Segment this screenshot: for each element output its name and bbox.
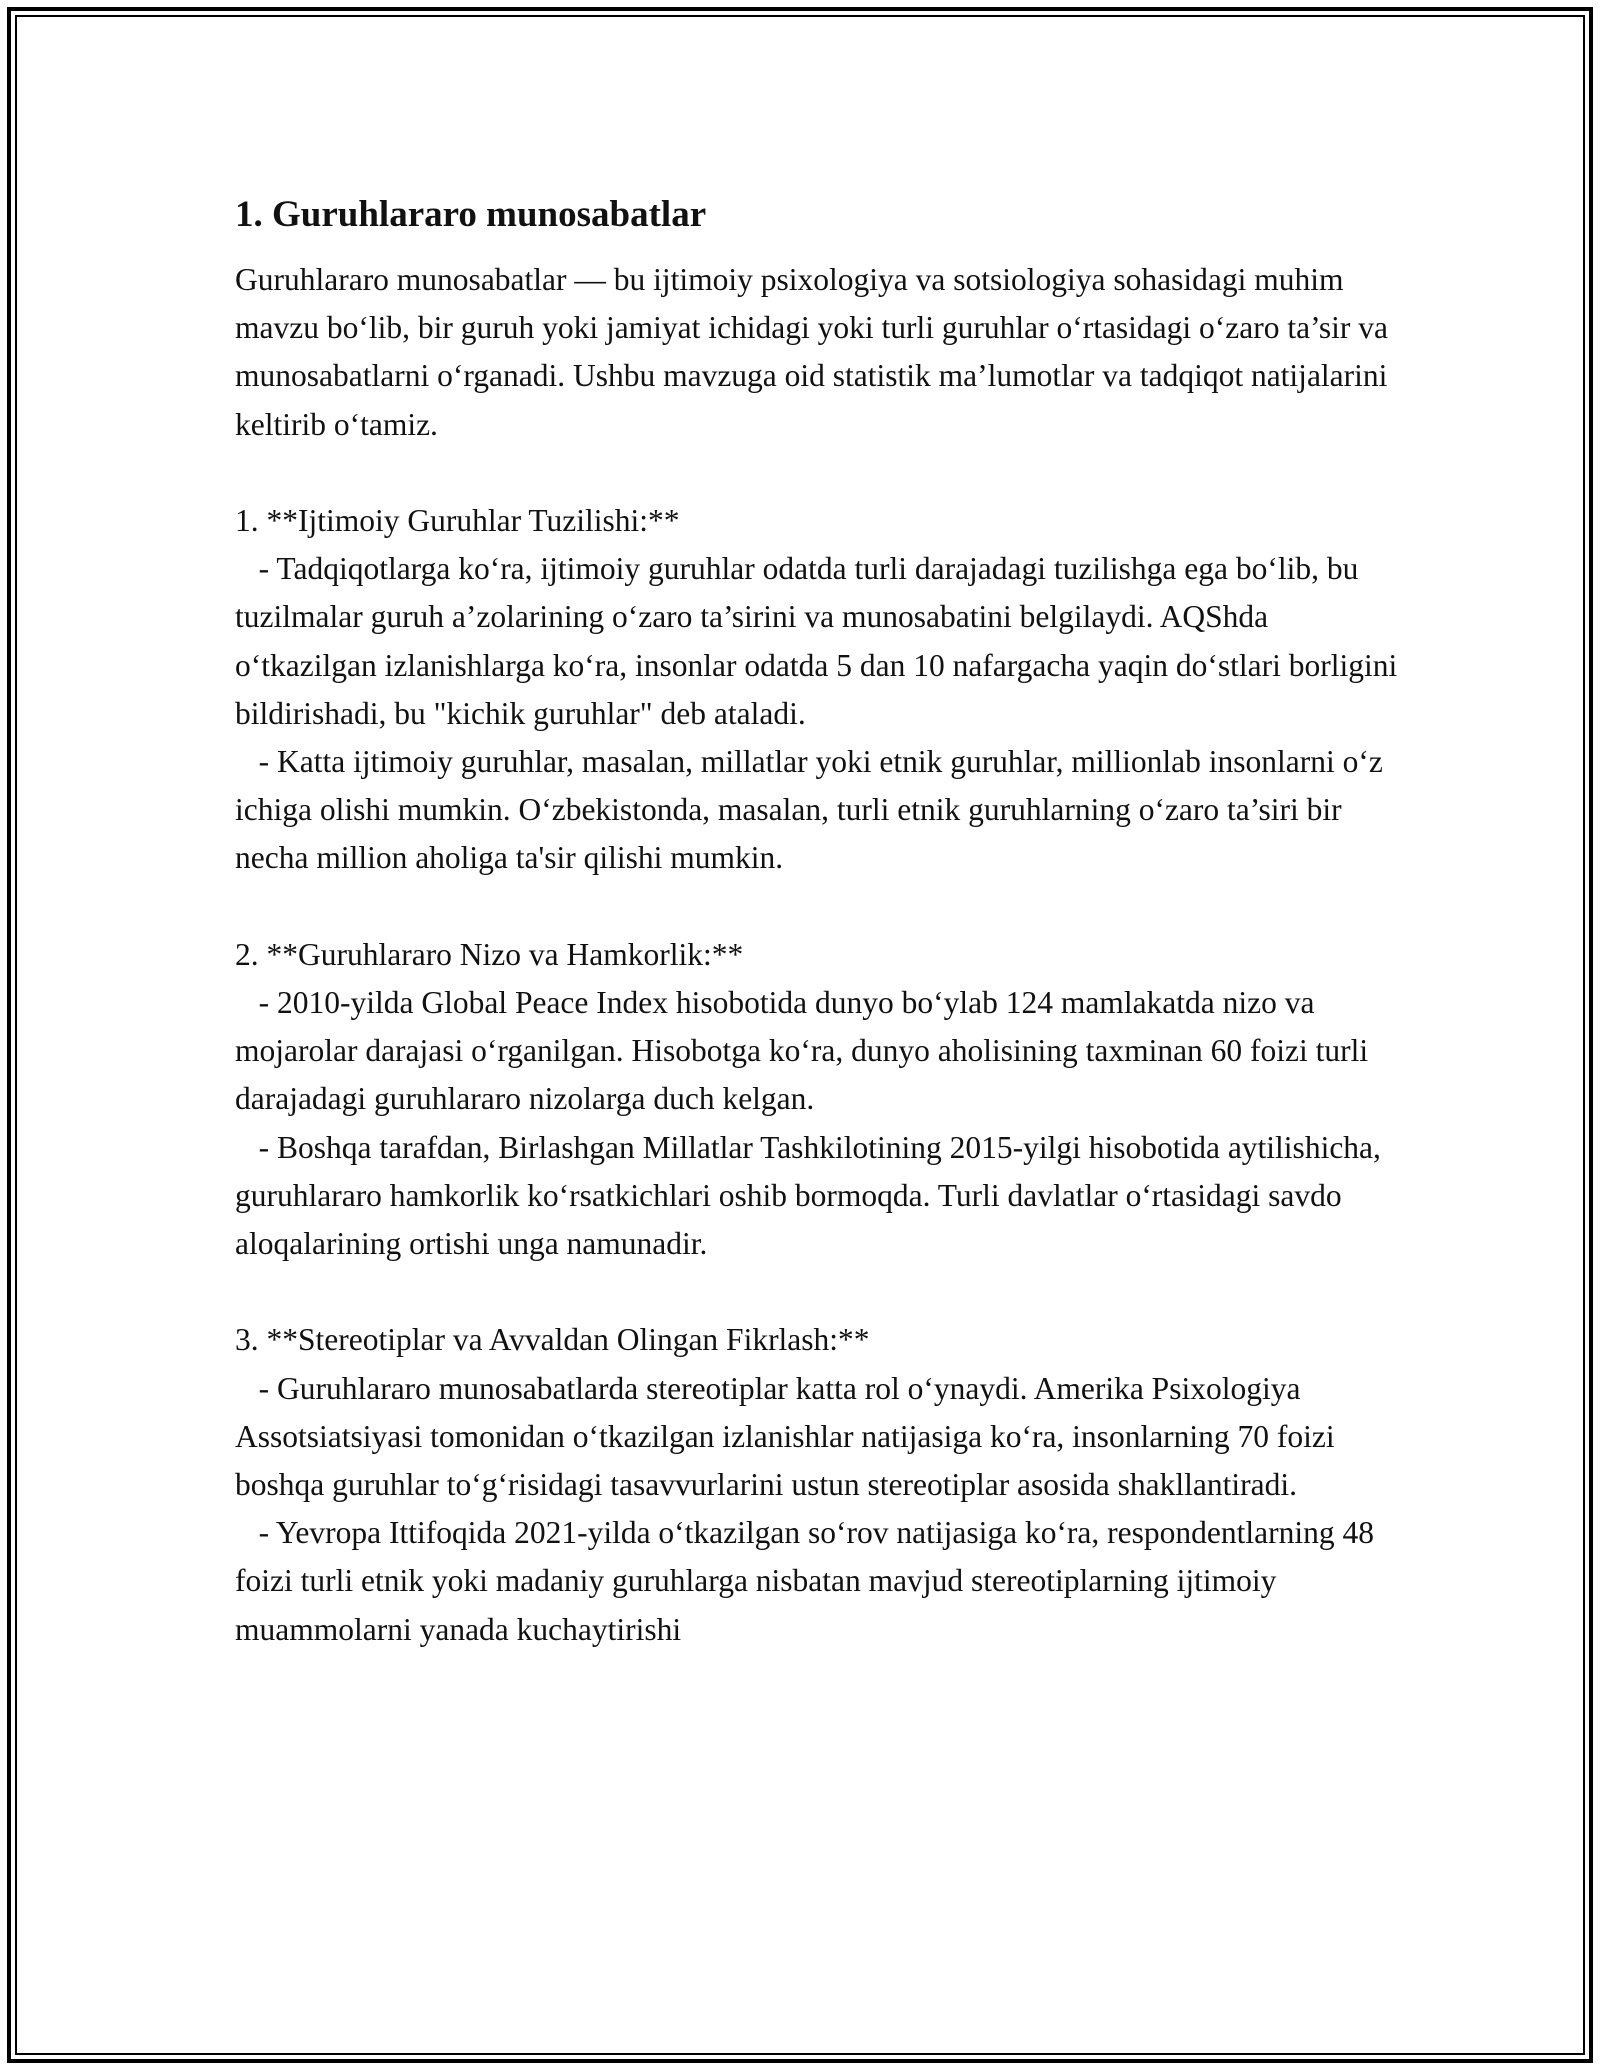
intro-paragraph: Guruhlararo munosabatlar — bu ijtimoiy psixologiya va sotsiologiya sohasidagi muhim mavzu bo‘lib, bir guruh yoki jamiyat ichidagi yoki turli guruhlar o‘rtasidagi o‘zaro ta’sir va munosabatlarni o‘rganadi. Ushbu mavzuga oid statistik ma’lumotlar va tadqiqot natijalarini keltirib o‘tamiz. (235, 262, 1396, 442)
paragraph-gap (235, 1268, 1410, 1316)
section-2-item-2: - Boshqa tarafdan, Birlashgan Millatlar Tashkilotining 2015-yilgi hisobotida aytilishicha, guruhlararo hamkorlik ko‘rsatkichlari oshib bormoqda. Turli davlatlar o‘rtasidagi savdo aloqalarining ortishi unga namunadir. (235, 1129, 1389, 1262)
section-3-heading: 3. **Stereotiplar va Avvaldan Olingan Fikrlash:** (235, 1322, 870, 1358)
paragraph-gap (235, 883, 1410, 931)
paragraph-gap (235, 449, 1410, 497)
section-3-item-2: - Yevropa Ittifoqida 2021-yilda o‘tkazilgan so‘rov natijasiga ko‘ra, respondentlarning 48 foizi turli etnik yoki madaniy guruhlarga nisbatan mavjud stereotiplarning ijtimoiy muammolarni yanada kuchaytirishi (235, 1515, 1382, 1647)
section-3-item-1: - Guruhlararo munosabatlarda stereotiplar katta rol o‘ynaydi. Amerika Psixologiya Assotsiatsiyasi tomonidan o‘tkazilgan izlanishlar natijasiga ko‘ra, insonlarning 70 foizi boshqa guruhlar to‘g‘risidagi tasavvurlarini ustun stereotiplar asosida shakllantiradi. (235, 1370, 1343, 1503)
document-title: 1. Guruhlararo munosabatlar (235, 194, 707, 235)
section-2-item-1: - 2010-yilda Global Peace Index hisobotida dunyo bo‘ylab 124 mamlakatda nizo va mojarolar darajasi o‘rganilgan. Hisobotga ko‘ra, dunyo aholisining taxminan 60 foizi turli darajadagi guruhlararo nizolarga duch kelgan. (235, 985, 1377, 1117)
document-body (235, 180, 1410, 1654)
section-1-item-2: - Katta ijtimoiy guruhlar, masalan, millatlar yoki etnik guruhlar, millionlab insonlarni o‘z ichiga olishi mumkin. O‘zbekistonda, masalan, turli etnik guruhlarning o‘zaro ta’siri bir necha million aholiga ta'sir qilishi mumkin. (235, 744, 1391, 876)
section-1-heading: 1. **Ijtimoiy Guruhlar Tuzilishi:** (235, 503, 680, 538)
section-1-item-1: - Tadqiqotlarga ko‘ra, ijtimoiy guruhlar odatda turli darajadagi tuzilishga ega bo‘lib, bu tuzilmalar guruh a’zolarining o‘zaro ta’sirini va munosabatini belgilaydi. AQShda o‘tkazilgan izlanishlarga ko‘ra, insonlar odatda 5 dan 10 nafargacha yaqin do‘stlari borligini bildirishadi, bu "kichik guruhlar" deb ataladi. (235, 551, 1406, 731)
section-2-heading: 2. **Guruhlararo Nizo va Hamkorlik:** (235, 936, 744, 972)
